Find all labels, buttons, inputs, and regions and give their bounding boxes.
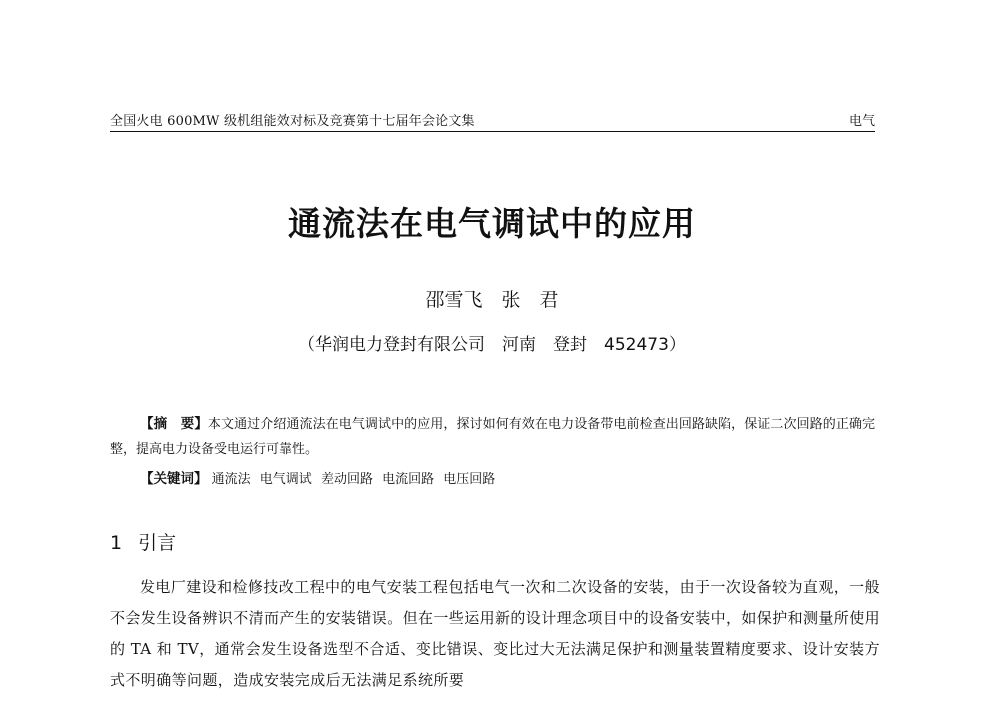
keywords-label: 【关键词】 <box>140 471 208 487</box>
keyword-item: 电压回路 <box>443 472 496 487</box>
keyword-item: 通流法 <box>211 472 251 487</box>
abstract-label: 【摘 要】 <box>140 416 208 432</box>
authors: 邵雪飞 张 君 <box>425 289 559 311</box>
running-header-right: 电气 <box>848 114 875 129</box>
running-header-left: 全国火电 600MW 级机组能效对标及竞赛第十七届年会论文集 <box>110 114 475 129</box>
keyword-item: 差动回路 <box>320 472 373 487</box>
keyword-item: 电气调试 <box>259 472 312 487</box>
section-title: 引言 <box>138 532 177 554</box>
body-paragraph: 发电厂建设和检修技改工程中的电气安装工程包括电气一次和二次设备的安装，由于一次设备较为直观，一般不会发生设备辨识不清而产生的安装错误。但在一些运用新的设计理念项目中的设备安装中，如保护和测量所使用的 TA 和 TV，通常会发生设备选型不合适、变比错误、变比过大无法满足保护和测量装置精度要求、设计安装方式不明确等问题，造成安装完成后无法满足系统所要 <box>110 578 881 689</box>
affiliation: （华润电力登封有限公司 河南 登封 452473） <box>298 335 686 355</box>
section-heading <box>110 528 176 555</box>
running-header <box>110 110 875 132</box>
abstract <box>110 412 875 462</box>
abstract-text: 本文通过介绍通流法在电气调试中的应用，探讨如何有效在电力设备带电前检查出回路缺陷，保证二次回路的正确完整，提高电力设备受电运行可靠性。 <box>110 417 875 457</box>
keywords <box>140 467 875 492</box>
header-rule <box>110 131 875 132</box>
paper-title: 通流法在电气调试中的应用 <box>288 204 696 243</box>
keyword-item: 电流回路 <box>382 472 435 487</box>
section-number: 1 <box>110 532 123 554</box>
